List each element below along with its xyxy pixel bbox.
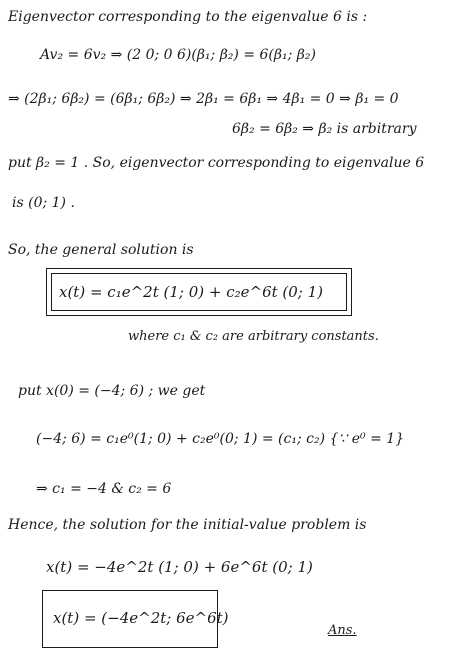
text-put-beta2: put β₂ = 1 . So, eigenvector corresponding to eigenvalue 6: [8, 155, 425, 171]
text-hence-solution: Hence, the solution for the initial-value problem is: [8, 517, 367, 533]
equation-beta2-arbitrary: 6β₂ = 6β₂ ⇒ β₂ is arbitrary: [232, 121, 417, 137]
equation-apply-initial: (−4; 6) = c₁e⁰(1; 0) + c₂e⁰(0; 1) = (c₁; c₂) {∵ e⁰ = 1}: [36, 431, 405, 447]
heading-eigenvector-6: Eigenvector corresponding to the eigenvalue 6 is :: [8, 9, 368, 25]
equation-solution-expanded: x(t) = −4e^2t (1; 0) + 6e^6t (0; 1): [46, 558, 313, 576]
equation-av2: Av₂ = 6v₂ ⇒ (2 0; 0 6)(β₁; β₂) = 6(β₁; β₂): [40, 47, 316, 63]
answer-label: Ans.: [328, 623, 357, 638]
equation-matrix-compare: ⇒ (2β₁; 6β₂) = (6β₁; 6β₂) ⇒ 2β₁ = 6β₁ ⇒ 4β₁ = 0 ⇒ β₁ = 0: [8, 91, 399, 107]
equation-constants: ⇒ c₁ = −4 & c₂ = 6: [36, 481, 172, 497]
text-general-solution: So, the general solution is: [8, 242, 194, 258]
text-arbitrary-constants: where c₁ & c₂ are arbitrary constants.: [128, 329, 379, 344]
general-solution-equation: x(t) = c₁e^2t (1; 0) + c₂e^6t (0; 1): [59, 283, 324, 301]
final-answer-box: [42, 590, 229, 648]
text-eigenvector-01: is (0; 1) .: [12, 195, 75, 211]
text-initial-condition: put x(0) = (−4; 6) ; we get: [18, 383, 206, 399]
general-solution-box: [46, 268, 352, 316]
final-answer-equation: x(t) = (−4e^2t; 6e^6t): [53, 609, 229, 627]
